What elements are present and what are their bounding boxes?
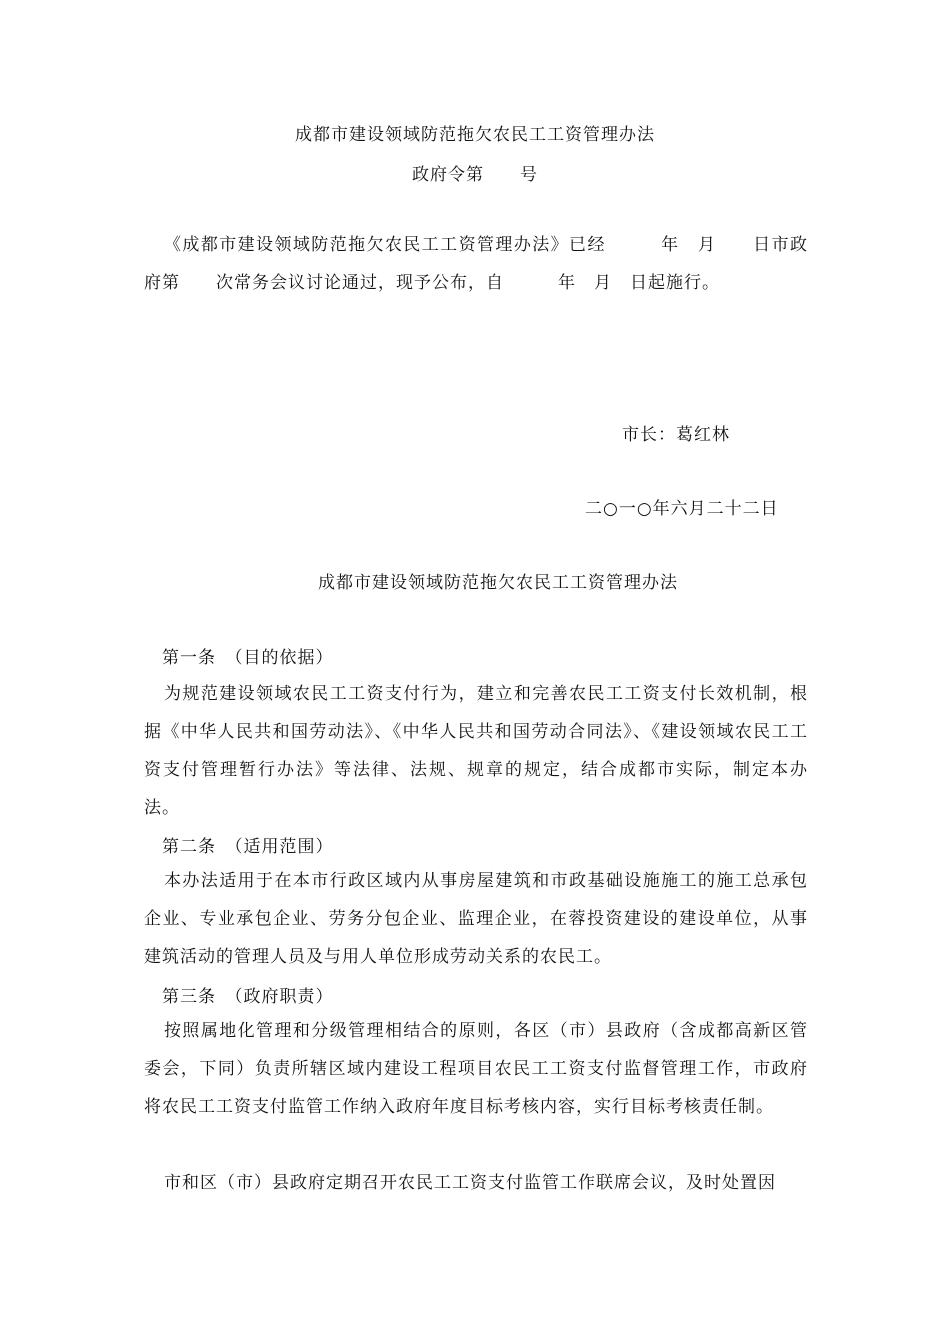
mayor-signature: 市长：葛红林 [622,425,730,445]
article-3-heading: 第三条 （政府职责） [162,987,334,1007]
article-3-text-2: 市和区（市）县政府定期召开农民工工资支付监管工作联席会议，及时处置因 [164,1173,776,1193]
article-2-text: 本办法适用于在本市行政区域内从事房屋建筑和市政基础设施施工的施工总承包企业、专业承包企业、劳务分包企业、监理企业，在蓉投资建设的建设单位，从事建筑活动的管理人员及与用人单位形成劳动关系的农民工。 [144,871,808,967]
article-2-heading: 第二条 （适用范围） [162,837,334,857]
document-title: 成都市建设领域防范拖欠农民工工资管理办法 [295,125,655,145]
signature-date: 二○一○年六月二十二日 [585,499,779,519]
article-3-text-1: 按照属地化管理和分级管理相结合的原则，各区（市）县政府（含成都高新区管委会，下同）负责所辖区域内建设工程项目农民工工资支付监督管理工作，市政府将农民工工资支付监管工作纳入政府年度目标考核内容，实行目标考核责任制。 [144,1021,808,1117]
body-title: 成都市建设领域防范拖欠农民工工资管理办法 [318,573,678,593]
order-number: 政府令第 号 [412,165,538,185]
article-1-text: 为规范建设领域农民工工资支付行为，建立和完善农民工工资支付长效机制，根据《中华人民共和国劳动法》、《中华人民共和国劳动合同法》、《建设领域农民工工资支付管理暂行办法》等法律、法规、规章的规定，结合成都市实际，制定本办法。 [144,684,808,818]
promulgation-paragraph: 《成都市建设领域防范拖欠农民工工资管理办法》已经 年 月 日市政府第 次常务会议讨论通过，现予公布，自 年 月 日起施行。 [144,235,808,293]
article-1-heading: 第一条 （目的依据） [162,648,334,668]
